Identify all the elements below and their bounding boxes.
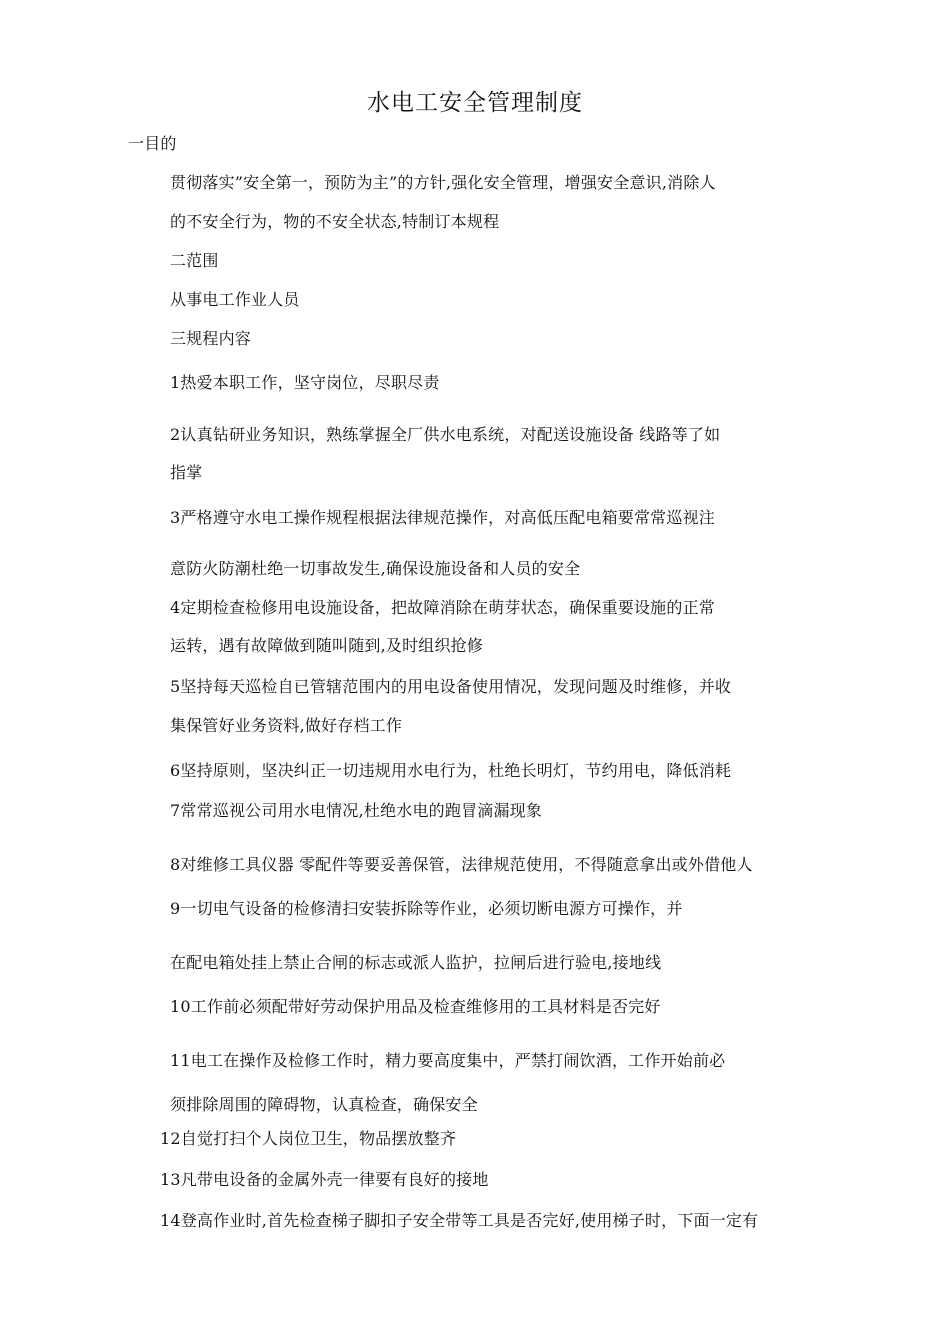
rule-item: 3严格遵守水电工操作规程根据法律规范操作，对高低压配电箱要常常巡视注 [170, 508, 715, 527]
paragraph-line: 贯彻落实”安全第一，预防为主”的方针,强化安全管理，增强安全意识,消除人 [170, 173, 716, 192]
rule-item: 11电工在操作及检修工作时，精力要高度集中，严禁打闹饮酒，工作开始前必 [170, 1051, 726, 1070]
rule-item-continuation: 意防火防潮杜绝一切事故发生,确保设施设备和人员的安全 [170, 559, 581, 578]
rule-item: 12自觉打扫个人岗位卫生，物品摆放整齐 [160, 1129, 457, 1148]
rule-item: 10工作前必须配带好劳动保护用品及检查维修用的工具材料是否完好 [170, 997, 661, 1016]
rule-item: 4定期检查检修用电设施设备，把故障消除在萌芽状态，确保重要设施的正常 [170, 598, 715, 617]
rule-item-continuation: 在配电箱处挂上禁止合闸的标志或派人监护，拉闸后进行验电,接地线 [170, 953, 662, 972]
rule-item-continuation: 运转，遇有故障做到随叫随到,及时组织抢修 [170, 636, 484, 655]
document-title: 水电工安全管理制度 [367, 90, 583, 116]
rule-item-continuation: 指掌 [170, 463, 203, 482]
rule-item: 9一切电气设备的检修清扫安装拆除等作业，必须切断电源方可操作，并 [170, 899, 683, 918]
rule-item: 2认真钻研业务知识，熟练掌握全厂供水电系统，对配送设施设备 线路等了如 [170, 425, 721, 444]
rule-item: 13凡带电设备的金属外壳一律要有良好的接地 [160, 1170, 489, 1189]
rule-item-continuation: 须排除周围的障碍物，认真检查，确保安全 [170, 1095, 478, 1114]
section-scope-heading: 二范围 [170, 251, 219, 270]
rule-item: 8对维修工具仪器 零配件等要妥善保管，法律规范使用，不得随意拿出或外借他人 [170, 855, 753, 874]
rule-item-continuation: 集保管好业务资料,做好存档工作 [170, 716, 403, 735]
rule-item: 14登高作业时,首先检查梯子脚扣子安全带等工具是否完好,使用梯子时，下面一定有 [160, 1211, 759, 1230]
rule-item: 7常常巡视公司用水电情况,杜绝水电的跑冒滴漏现象 [170, 801, 543, 820]
section-rules-heading: 三规程内容 [170, 329, 252, 348]
paragraph-line: 从事电工作业人员 [170, 290, 300, 309]
section-purpose-heading: 一目的 [128, 134, 177, 153]
rule-item: 6坚持原则，坚决纠正一切违规用水电行为，杜绝长明灯，节约用电，降低消耗 [170, 761, 732, 780]
rule-item: 1热爱本职工作，坚守岗位，尽职尽责 [170, 373, 440, 392]
rule-item: 5坚持每天巡检自已管辖范围内的用电设备使用情况，发现问题及时维修，并收 [170, 677, 732, 696]
paragraph-line: 的不安全行为，物的不安全状态,特制订本规程 [170, 212, 500, 231]
